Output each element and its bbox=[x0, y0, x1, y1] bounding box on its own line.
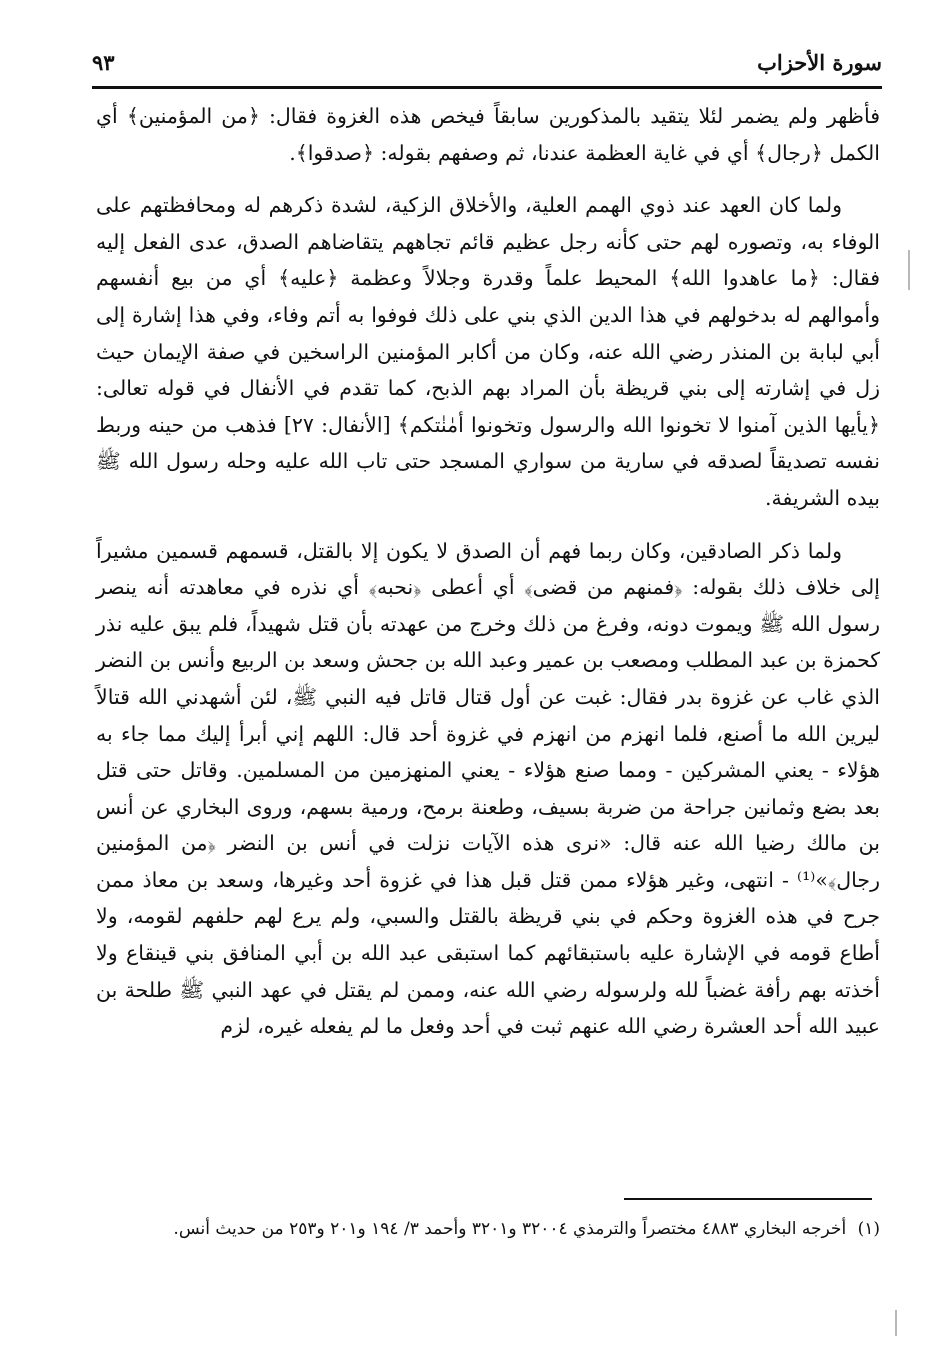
footnote-text: أخرجه البخاري ٤٨٨٣ مختصراً والترمذي ٣٢٠٠٤ و٣٢٠١ وأحمد ٣/ ١٩٤ و٢٠١ و٢٥٣ من حديث أنس. bbox=[173, 1219, 847, 1239]
page-number: ٩٣ bbox=[92, 50, 115, 75]
main-text bbox=[96, 98, 880, 1045]
running-title: سورة الأحزاب bbox=[757, 50, 882, 75]
footnote bbox=[96, 1214, 880, 1244]
header-rule bbox=[92, 86, 882, 89]
paragraph: ولما ذكر الصادقين، وكان ربما فهم أن الصدق لا يكون إلا بالقتل، قسمهم قسمين مشيراً إلى خلاف ذلك بقوله: ﴿فمنهم من قضى﴾ أي أعطى ﴿نحبه﴾ أي نذره في معاهدته أنه ينصر رسول الله ﷺ ويموت دونه، وفرغ من ذلك وخرج من عهدته بأن قتل شهيداً، فلم يبق عليه نذر كحمزة بن عبد المطلب ومصعب بن عمير وعبد الله بن جحش وسعد بن الربيع وأنس بن النضر الذي غاب عن غزوة بدر فقال: غبت عن أول قتال قاتل فيه النبي ﷺ، لئن أشهدني الله قتالاً ليرين الله ما أصنع، فلما انهزم من انهزم في غزوة أحد قال: اللهم إني أبرأ إليك مما جاء به هؤلاء - يعني المشركين - ومما صنع هؤلاء - يعني المنهزمين من المسلمين. وقاتل حتى قتل بعد بضع وثمانين جراحة من ضربة بسيف، وطعنة برمح، ورمية بسهم، وروى البخاري عن أنس بن مالك رضيا الله عنه قال: «نرى هذه الآيات نزلت في أنس بن النضر ﴿من المؤمنين رجال﴾»⁽¹⁾ - انتهى، وغير هؤلاء ممن قتل قبل هذا في غزوة أحد وغيرها، وسعد بن معاذ ممن جرح في هذه الغزوة وحكم في بني قريظة بالقتل والسبي، ولم يرع لهم حلفهم لقومه، ولا أطاع قومه في الإشارة عليه باستبقائهم كما استبقى عبد الله بن أبي المنافق بني قينقاع ولا أخذته بهم رأفة غضباً لله ولرسوله رضي الله عنه، وممن لم يقتل في عهد النبي ﷺ طلحة بن عبيد الله أحد العشرة رضي الله عنهم ثبت في أحد وفعل ما لم يفعله غيره، لزم bbox=[96, 538, 880, 1039]
page-header bbox=[92, 42, 882, 86]
footnote-number: (١) bbox=[857, 1219, 880, 1239]
paragraph: ولما كان العهد عند ذوي الهمم العلية، والأخلاق الزكية، لشدة ذكرهم له ومحافظتهم على الوفاء به، وتصوره لهم حتى كأنه رجل عظيم قائم تجاههم يتقاضاهم الصدق، عدى الفعل إليه فقال: ﴿ما عاهدوا الله﴾ المحيط علماً وقدرة وجلالاً وعظمة ﴿عليه﴾ أي من بيع أنفسهم وأموالهم له بدخولهم في هذا الدين الذي بني على ذلك فوفوا به أتم وفاء، وفي هذا إشارة إلى أبي لبابة بن المنذر رضي الله عنه، وكان من أكابر المؤمنين الراسخين في صفة الإيمان حيث زل في إشارته إلى بني قريظة بأن المراد بهم الذبح، كما تقدم في الأنفال في قوله تعالى: ﴿يأيها الذين آمنوا لا تخونوا الله والرسول وتخونوا أمٰنٰتكم﴾ [الأنفال: ٢٧] فذهب من حينه وربط نفسه تصديقاً لصدقه في سارية من سواري المسجد حتى تاب الله عليه وحله رسول الله ﷺ بيده الشريفة. bbox=[96, 193, 880, 510]
footnote-rule bbox=[624, 1198, 872, 1200]
paragraph: فأظهر ولم يضمر لئلا يتقيد بالمذكورين سابقاً فيخص هذه الغزوة فقال: ﴿من المؤمنين﴾ أي الكمل ﴿رجال﴾ أي في غاية العظمة عندنا، ثم وصفهم بقوله: ﴿صدقوا﴾. bbox=[96, 104, 880, 165]
margin-scratch-mark bbox=[895, 1310, 897, 1336]
margin-scratch-mark bbox=[908, 250, 910, 290]
